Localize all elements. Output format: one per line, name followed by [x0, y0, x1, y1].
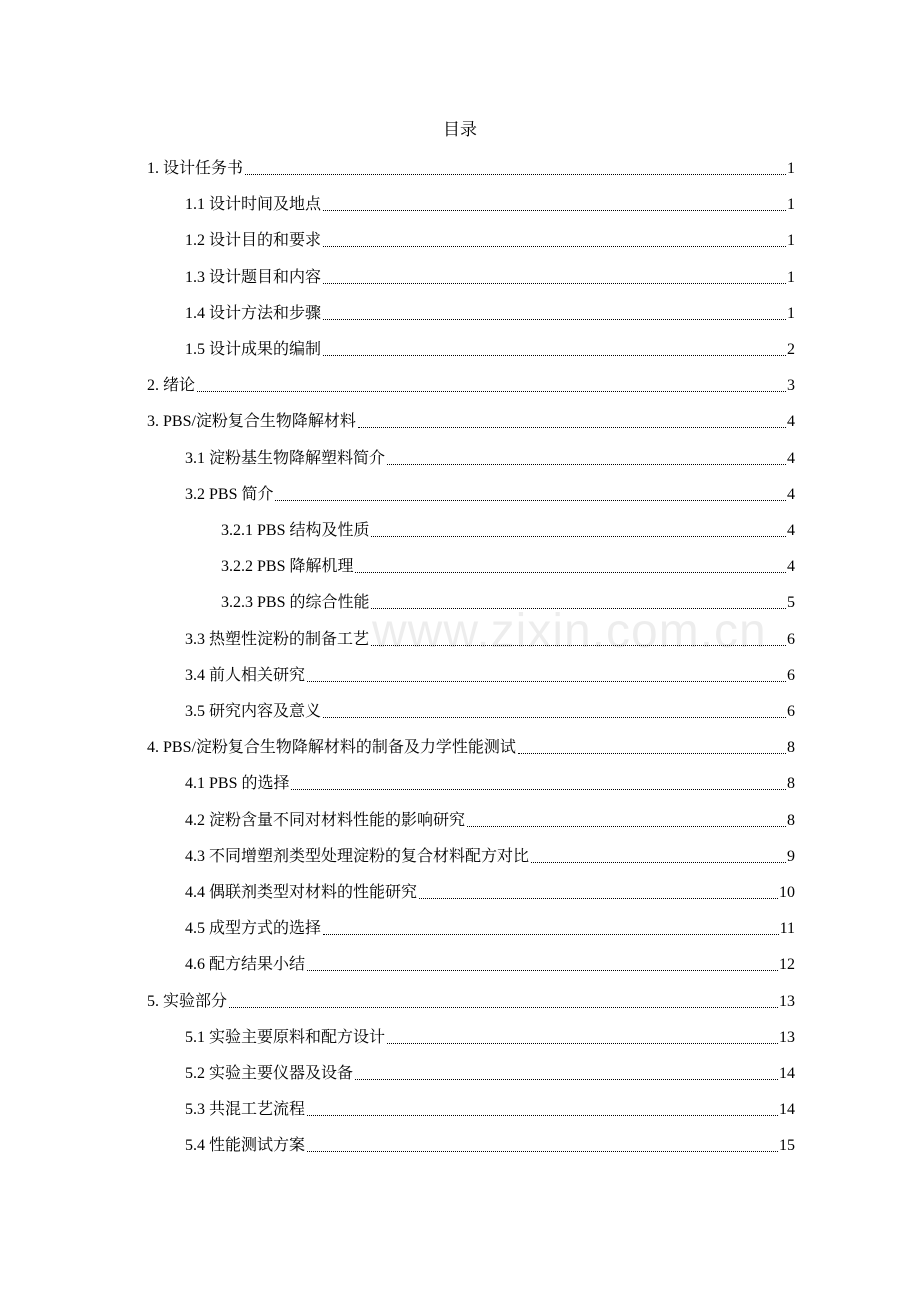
toc-dot-leader — [197, 391, 786, 392]
toc-entry-label: 4.5 成型方式的选择 — [185, 920, 322, 938]
toc-entry[interactable] — [185, 186, 795, 216]
toc-entry-label: 3.2.2 PBS 降解机理 — [221, 558, 354, 576]
toc-entry-page-number: 13 — [779, 992, 795, 1010]
toc-entry-label: 1.4 设计方法和步骤 — [185, 304, 322, 322]
toc-entry-page-number: 14 — [779, 1101, 795, 1119]
toc-entry-label: 5. 实验部分 — [147, 992, 228, 1010]
toc-entry[interactable] — [185, 765, 795, 795]
toc-dot-leader — [323, 246, 786, 247]
toc-dot-leader — [275, 500, 786, 501]
toc-entry-label: 3.3 热塑性淀粉的制备工艺 — [185, 630, 370, 648]
toc-entry-label: 2. 绪论 — [147, 377, 196, 395]
toc-entry-page-number: 5 — [787, 594, 795, 612]
toc-entry-label: 4.6 配方结果小结 — [185, 956, 306, 974]
toc-entry[interactable] — [185, 222, 795, 252]
toc-entry-label: 3.5 研究内容及意义 — [185, 703, 322, 720]
toc-entry-page-number: 1 — [787, 304, 795, 322]
toc-dot-leader — [518, 753, 786, 754]
toc-dot-leader — [371, 536, 786, 537]
toc-entry-label: 3.2.1 PBS 结构及性质 — [221, 522, 370, 539]
toc-entry[interactable] — [185, 874, 795, 904]
toc-entry-label: 5.4 性能测试方案 — [185, 1137, 306, 1155]
toc-entry[interactable] — [147, 729, 795, 759]
toc-entry-page-number: 8 — [787, 775, 795, 793]
toc-entry[interactable] — [185, 910, 795, 940]
toc-entry[interactable] — [185, 657, 795, 687]
toc-dot-leader — [323, 283, 786, 284]
toc-entry[interactable] — [185, 693, 795, 723]
toc-entry-label: 1.1 设计时间及地点 — [185, 196, 322, 214]
toc-entry-page-number: 4 — [787, 413, 795, 431]
toc-entry-page-number: 1 — [787, 232, 795, 250]
toc-entry[interactable] — [185, 440, 795, 470]
toc-entry-label: 4.1 PBS 的选择 — [185, 775, 290, 793]
toc-dot-leader — [323, 210, 786, 211]
toc-title: 目录 — [443, 120, 477, 139]
toc-entry-page-number: 15 — [779, 1137, 795, 1155]
toc-dot-leader — [291, 789, 786, 790]
toc-entry-label: 3.4 前人相关研究 — [185, 666, 306, 684]
toc-dot-leader — [419, 898, 778, 899]
toc-entry[interactable] — [147, 983, 795, 1013]
toc-entry[interactable] — [185, 1091, 795, 1121]
toc-entry-label: 3.2.3 PBS 的综合性能 — [221, 594, 370, 612]
toc-entry-page-number: 4 — [787, 558, 795, 576]
toc-dot-leader — [245, 174, 786, 175]
toc-entry-page-number: 13 — [779, 1028, 795, 1046]
toc-entry-label: 3. PBS/淀粉复合生物降解材料 — [147, 413, 356, 431]
toc-entry[interactable] — [185, 295, 795, 325]
toc-dot-leader — [307, 1151, 778, 1152]
toc-entry-label: 1. 设计任务书 — [147, 160, 244, 177]
toc-entry-page-number: 12 — [779, 956, 795, 974]
toc-entry[interactable] — [185, 1055, 795, 1085]
toc-entry-page-number: 6 — [787, 630, 795, 648]
toc-entry-page-number: 4 — [787, 449, 795, 467]
toc-entry-page-number: 6 — [787, 703, 795, 720]
toc-dot-leader — [307, 970, 778, 971]
toc-dot-leader — [531, 862, 786, 863]
toc-entry-page-number: 10 — [779, 884, 795, 901]
toc-dot-leader — [355, 572, 786, 573]
toc-dot-leader — [307, 681, 786, 682]
toc-entry[interactable] — [221, 512, 795, 542]
toc-entry[interactable] — [185, 1127, 795, 1157]
toc-entry-label: 5.3 共混工艺流程 — [185, 1101, 306, 1119]
toc-entry-label: 4.3 不同增塑剂类型处理淀粉的复合材料配方对比 — [185, 847, 530, 865]
toc-entry-page-number: 1 — [787, 268, 795, 286]
toc-entry-label: 1.5 设计成果的编制 — [185, 341, 322, 358]
toc-entry-label: 1.2 设计目的和要求 — [185, 232, 322, 250]
toc-dot-leader — [355, 1079, 778, 1080]
toc-entry-page-number: 3 — [787, 377, 795, 395]
toc-dot-leader — [323, 934, 779, 935]
toc-entry-page-number: 1 — [787, 196, 795, 214]
toc-entry-page-number: 1 — [787, 160, 795, 177]
toc-dot-leader — [323, 717, 786, 718]
toc-dot-leader — [387, 1043, 778, 1044]
toc-entry-label: 3.1 淀粉基生物降解塑料简介 — [185, 449, 386, 467]
toc-entry[interactable] — [147, 403, 795, 433]
toc-entry-page-number: 4 — [787, 522, 795, 539]
toc-entry-page-number: 8 — [787, 811, 795, 829]
toc-dot-leader — [358, 427, 786, 428]
toc-entry-page-number: 2 — [787, 341, 795, 358]
toc-entry[interactable] — [147, 367, 795, 397]
toc-dot-leader — [323, 319, 786, 320]
toc-entry[interactable] — [185, 259, 795, 289]
toc-entry-label: 4.2 淀粉含量不同对材料性能的影响研究 — [185, 811, 466, 829]
toc-dot-leader — [229, 1007, 778, 1008]
toc-entry-label: 3.2 PBS 简介 — [185, 485, 274, 503]
toc-entry-label: 5.2 实验主要仪器及设备 — [185, 1065, 354, 1082]
toc-entry-label: 4.4 偶联剂类型对材料的性能研究 — [185, 884, 418, 901]
toc-entry[interactable] — [185, 946, 795, 976]
watermark: www.zixin.com.cn — [372, 605, 767, 658]
toc-entry[interactable] — [147, 150, 795, 180]
toc-dot-leader — [307, 1115, 778, 1116]
toc-entry-page-number: 9 — [787, 847, 795, 865]
toc-entry-page-number: 6 — [787, 666, 795, 684]
toc-entry-label: 5.1 实验主要原料和配方设计 — [185, 1028, 386, 1046]
toc-entry-page-number: 11 — [779, 920, 795, 938]
toc-entry-label: 1.3 设计题目和内容 — [185, 268, 322, 286]
toc-entry-page-number: 14 — [779, 1065, 795, 1082]
toc-entry-page-number: 8 — [787, 739, 795, 757]
toc-entry[interactable] — [185, 1019, 795, 1049]
toc-entry[interactable] — [185, 476, 795, 506]
toc-entry[interactable] — [185, 838, 795, 868]
toc-dot-leader — [467, 826, 786, 827]
toc-entry[interactable] — [185, 331, 795, 361]
toc-entry[interactable] — [221, 548, 795, 578]
toc-entry[interactable] — [185, 802, 795, 832]
toc-dot-leader — [387, 464, 786, 465]
toc-entry-label: 4. PBS/淀粉复合生物降解材料的制备及力学性能测试 — [147, 739, 516, 757]
toc-entry-page-number: 4 — [787, 485, 795, 503]
toc-dot-leader — [323, 355, 786, 356]
